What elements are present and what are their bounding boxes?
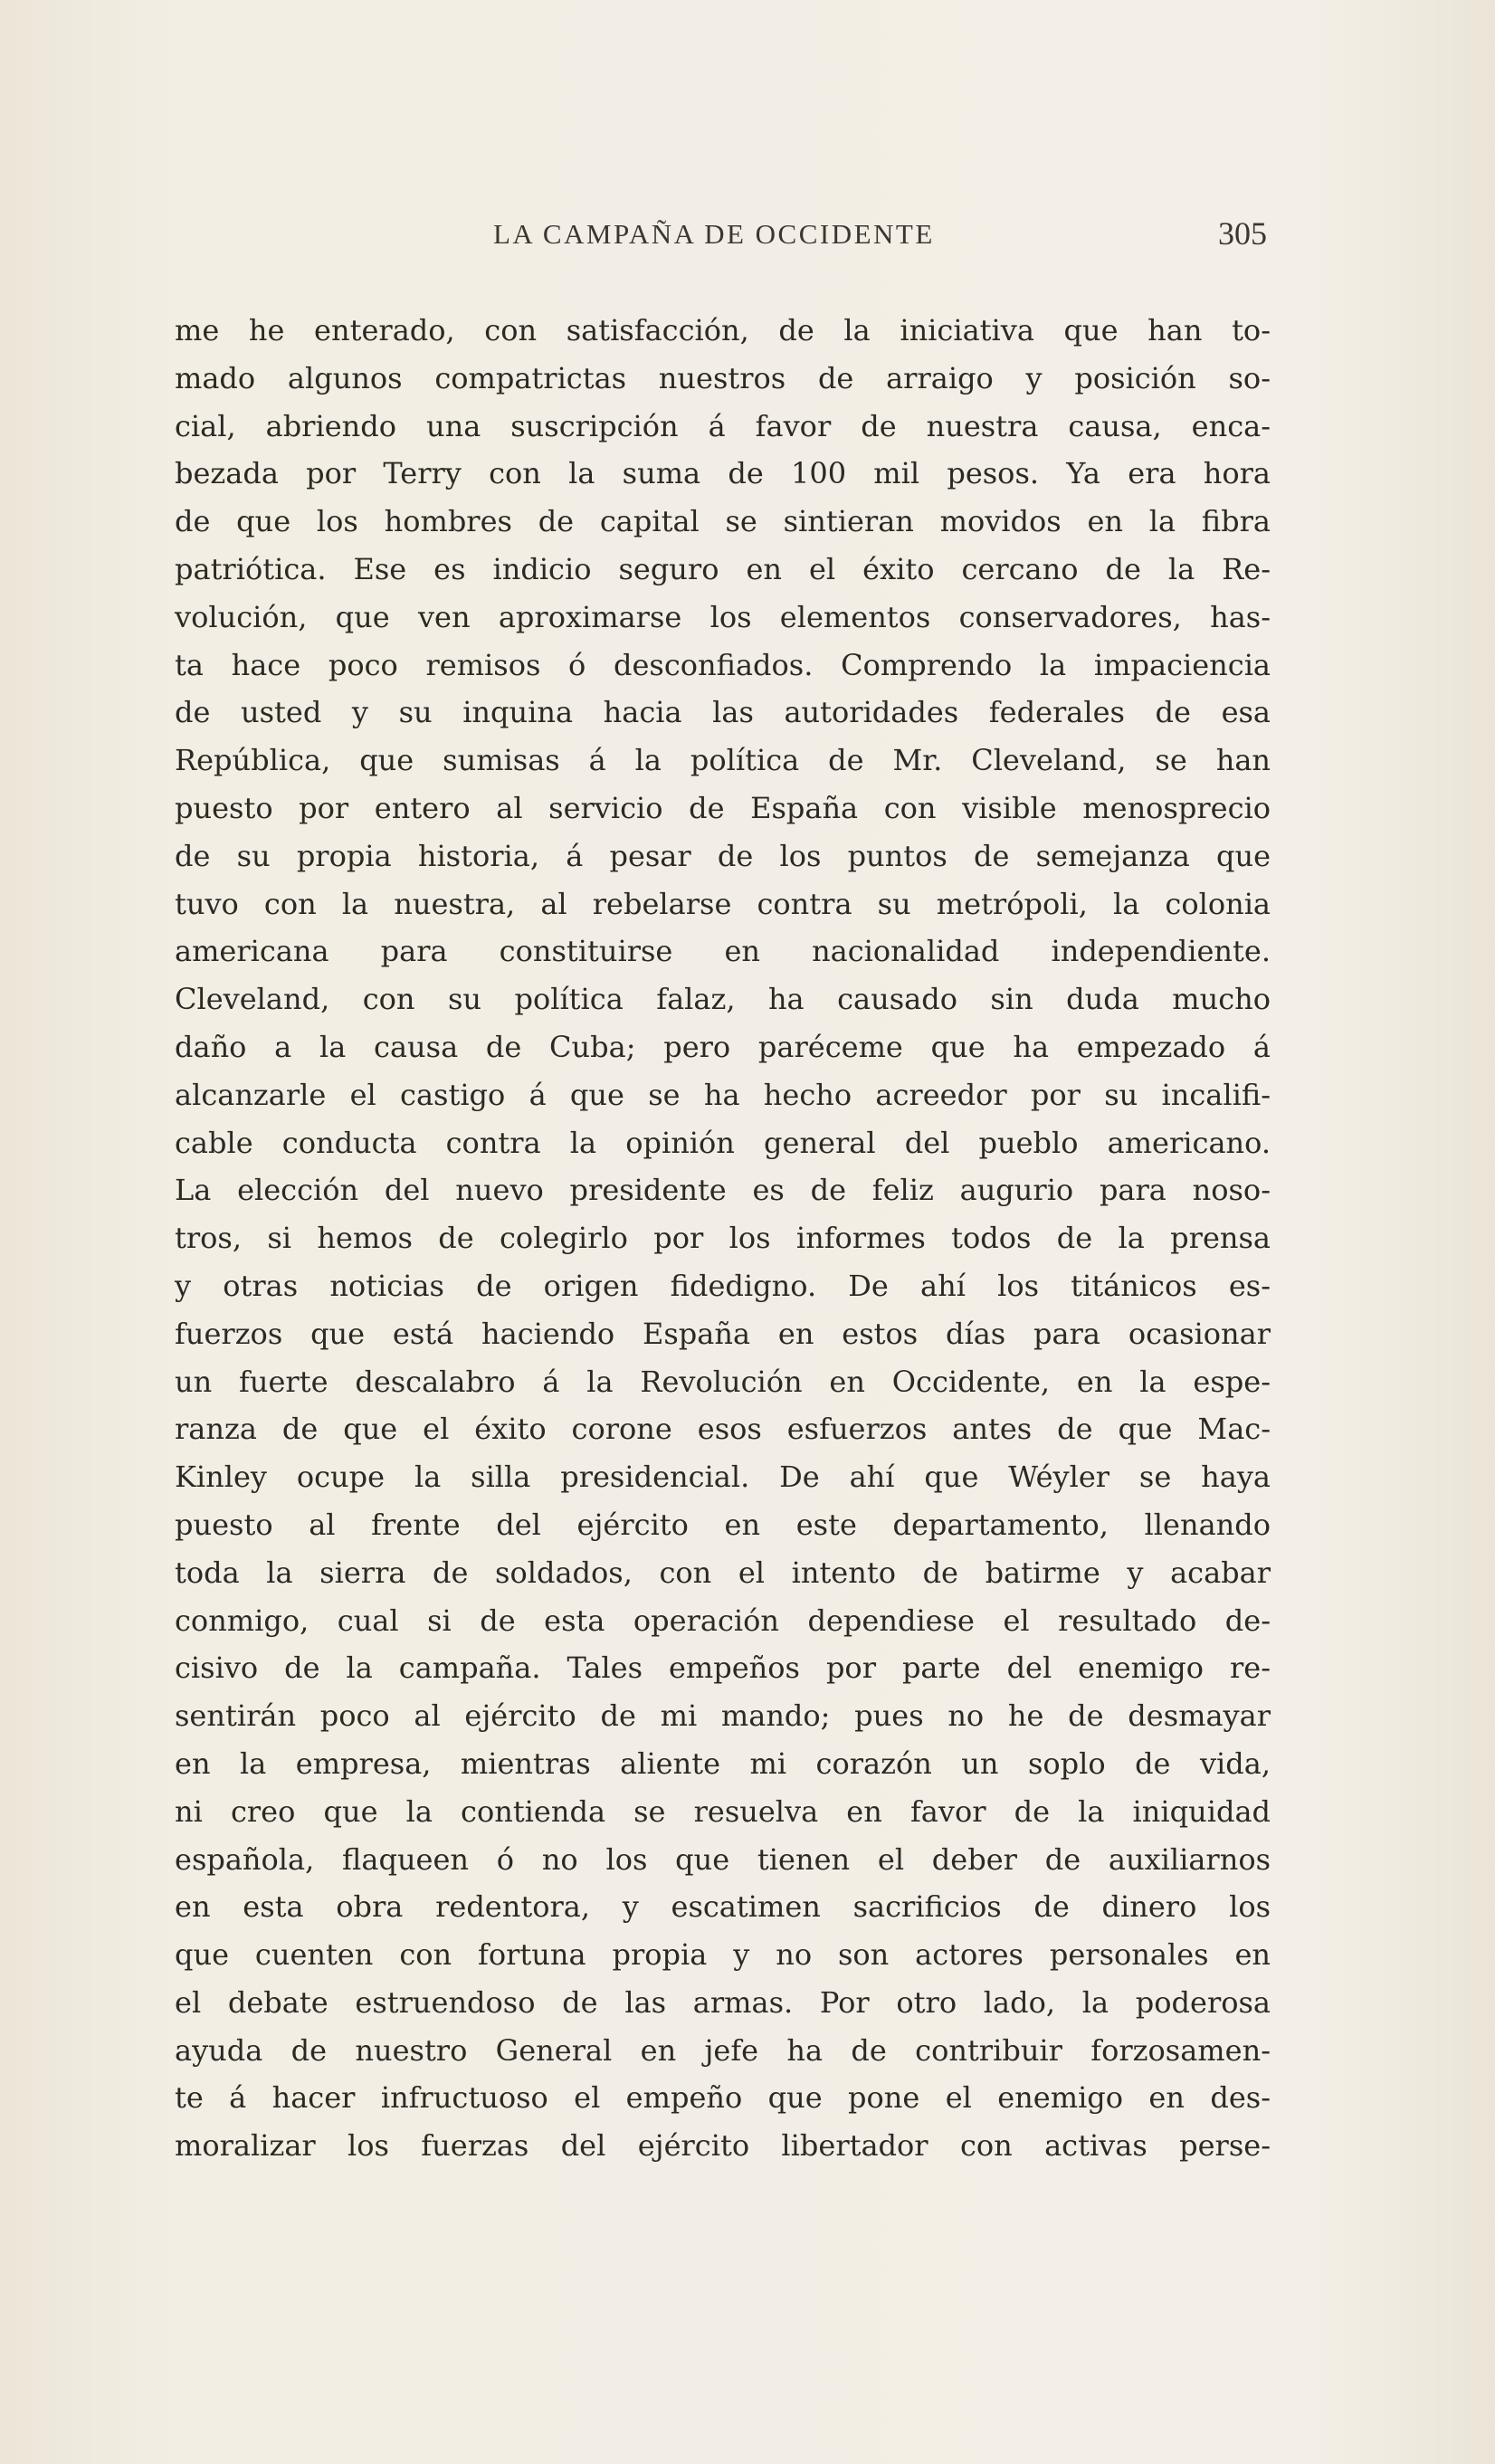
text-line: toda la sierra de soldados, con el intento de batirme y acabar <box>175 1555 1271 1590</box>
text-line: puesto por entero al servicio de España con visible menosprecio <box>175 790 1271 825</box>
text-line: alcanzarle el castigo á que se ha hecho acreedor por su incalifi- <box>175 1077 1271 1112</box>
text-line: bezada por Terry con la suma de 100 mil pesos. Ya era hora <box>175 456 1271 491</box>
text-line: que cuenten con fortuna propia y no son actores personales en <box>175 1937 1271 1973</box>
text-line: americana para constituirse en nacionalidad independiente. <box>175 934 1271 969</box>
text-line: tuvo con la nuestra, al rebelarse contra su metrópoli, la colonia <box>175 886 1271 921</box>
text-line: y otras noticias de origen fidedigno. De ahí los titánicos es- <box>175 1268 1271 1303</box>
page-number: 305 <box>1218 215 1267 252</box>
text-line: un fuerte descalabro á la Revolución en Occidente, en la espe- <box>175 1364 1271 1399</box>
text-line: Kinley ocupe la silla presidencial. De ahí que Wéyler se haya <box>175 1460 1271 1495</box>
text-line: me he enterado, con satisfacción, de la iniciativa que han to- <box>175 313 1271 347</box>
text-line: cable conducta contra la opinión general del pueblo americano. <box>175 1125 1271 1160</box>
text-line: de usted y su inquina hacia las autoridades federales de esa <box>175 695 1271 730</box>
text-line: de que los hombres de capital se sintieran movidos en la fibra <box>175 504 1271 539</box>
text-line: en esta obra redentora, y escatimen sacrificios de dinero los <box>175 1889 1271 1925</box>
text-line: moralizar los fuerzas del ejército libertador con activas perse- <box>175 2128 1271 2164</box>
text-line: ranza de que el éxito corone esos esfuerzos antes de que Mac- <box>175 1412 1271 1447</box>
text-line: República, que sumisas á la política de Mr. Cleveland, se han <box>175 743 1271 778</box>
text-line: puesto al frente del ejército en este departamento, llenando <box>175 1507 1271 1542</box>
text-line: ni creo que la contienda se resuelva en favor de la iniquidad <box>175 1793 1271 1829</box>
text-line: Cleveland, con su política falaz, ha causado sin duda mucho <box>175 982 1271 1017</box>
text-line: cial, abriendo una suscripción á favor de nuestra causa, enca- <box>175 408 1271 443</box>
text-line: patriótica. Ese es indicio seguro en el éxito cercano de la Re- <box>175 551 1271 586</box>
text-line: española, flaqueen ó no los que tienen el deber de auxiliarnos <box>175 1841 1271 1877</box>
text-line: daño a la causa de Cuba; pero paréceme que ha empezado á <box>175 1029 1271 1064</box>
text-line: ta hace poco remisos ó desconfiados. Comprendo la impaciencia <box>175 647 1271 682</box>
text-line: en la empresa, mientras aliente mi corazón un soplo de vida, <box>175 1746 1271 1781</box>
text-line: tros, si hemos de colegirlo por los informes todos de la prensa <box>175 1221 1271 1256</box>
text-line: sentirán poco al ejército de mi mando; pues no he de desmayar <box>175 1698 1271 1734</box>
text-line: te á hacer infructuoso el empeño que pone el enemigo en des- <box>175 2080 1271 2116</box>
running-head <box>493 215 1267 254</box>
text-line: conmigo, cual si de esta operación dependiese el resultado de- <box>175 1603 1271 1638</box>
text-line: mado algunos compatrictas nuestros de arraigo y posición so- <box>175 360 1271 395</box>
text-line: el debate estruendoso de las armas. Por otro lado, la poderosa <box>175 1984 1271 2020</box>
running-title: LA CAMPAÑA DE OCCIDENTE <box>493 218 935 250</box>
text-line: de su propia historia, á pesar de los puntos de semejanza que <box>175 838 1271 873</box>
text-line: fuerzos que está haciendo España en estos días para ocasionar <box>175 1316 1271 1351</box>
text-line: cisivo de la campaña. Tales empeños por parte del enemigo re- <box>175 1651 1271 1686</box>
body-text <box>175 307 1271 2170</box>
text-line: volución, que ven aproximarse los elementos conservadores, has- <box>175 599 1271 634</box>
text-line: ayuda de nuestro General en jefe ha de contribuir forzosamen- <box>175 2032 1271 2068</box>
text-line: La elección del nuevo presidente es de feliz augurio para noso- <box>175 1173 1271 1208</box>
